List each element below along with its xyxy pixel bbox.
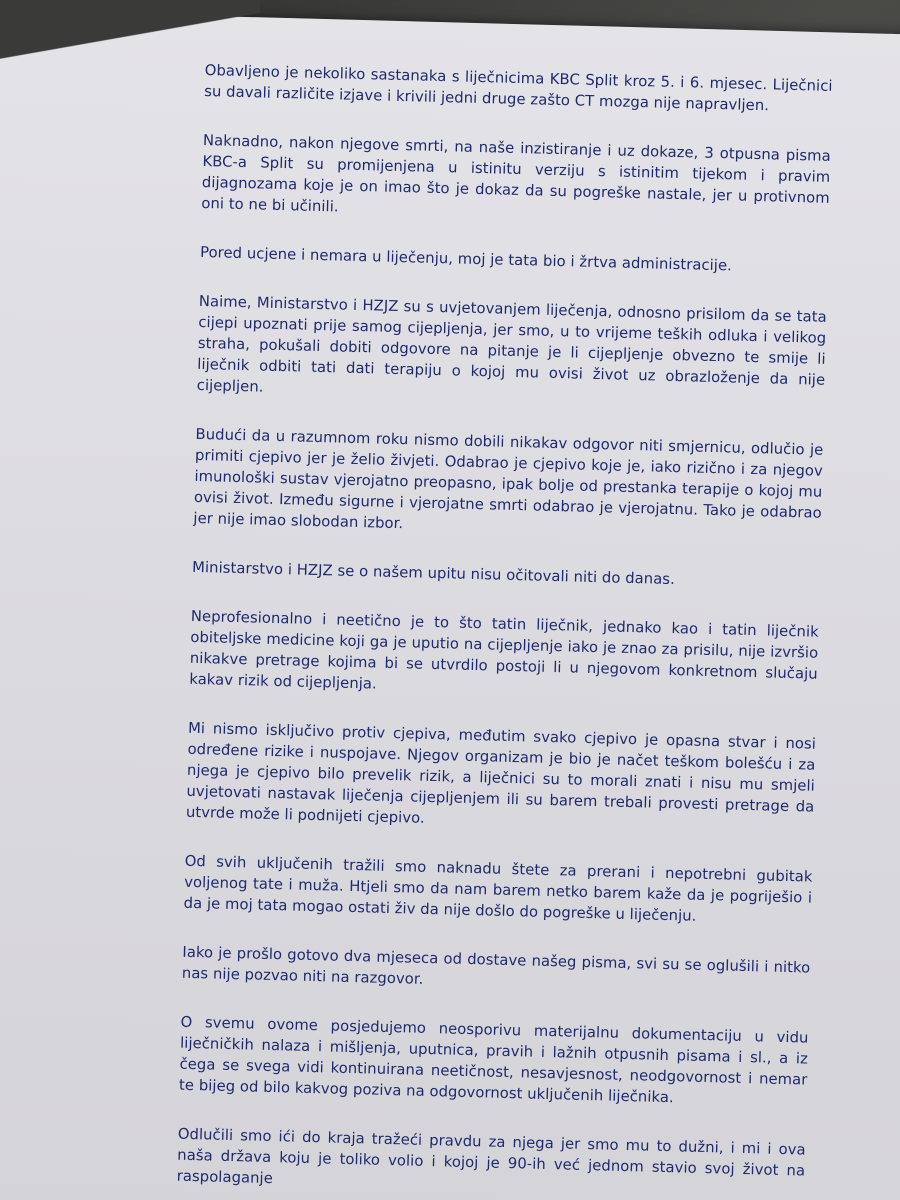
paragraph: O svemu ovome posjedujemo neosporivu materijalnu dokumentaciju u vidu liječničkih nalaza i mišljenja, uputnica, pravih i lažnih otpusnih pisama i sl., a iz čega se svega vidi kontinuirana neetičnost, nesavjesnost, neodgovornost i nemar te bijeg od bilo kakvog poziva na odgovornost uključenih liječnika. xyxy=(178,1013,809,1107)
paragraph: Neprofesionalno i neetično je to što tatin liječnik, jednako kao i tatin liječnik obiteljske medicine koji ga je uputio na cijepljenje iako je znao za prisilu, nije izvršio nikakve pretrage kojima bi se utvrdilo postoji li u njegovom konkretnom slučaju kakav rizik od cijepljenja. xyxy=(189,607,819,693)
paper-corner-shadow xyxy=(0,0,260,60)
paragraph: Naime, Ministarstvo i HZJZ su s uvjetovanjem liječenja, odnosno prisilom da se tata cijepi upoznati prije samog cijepljenja, jer smo, u to vrijeme teških odluka i velikog straha, pokušali dobiti odgovore na pitanje je li cijepljenje obvezno te smije li liječnik odbiti tati dati terapiju o kojoj mu ovisi život uz obrazloženje da nije cijepljen. xyxy=(196,292,827,396)
paragraph: Pored ucjene i nemara u liječenju, moj je tata bio i žrtva administracije. xyxy=(199,243,733,275)
paragraph: Ministarstvo i HZJZ se o našem upitu nisu očitovali niti do danas. xyxy=(191,558,676,589)
paragraph: Naknadno, nakon njegove smrti, na naše inzistiranje i uz dokaze, 3 otpusna pisma KBC-a Split su promijenjena u istinitu verziju s istinitim tijekom i pravim dijagnozama koje je on imao što je dokaz da su pogreške nastale, jer u protivnom oni to ne bi učinili. xyxy=(201,131,831,216)
paragraph: Iako je prošlo gotovo dva mjeseca od dostave našeg pisma, svi su se oglušili i nitko nas nije pozvao niti na razgovor. xyxy=(181,943,811,988)
letter-body xyxy=(176,60,833,1200)
paragraph: Odlučili smo ići do kraja tražeći pravdu za njega jer smo mu to dužni, i mi i ova naša država koju je toliko volio i kojoj je 90-ih već jednom stavio svoj život na raspolaganje xyxy=(176,1125,806,1188)
paragraph: Od svih uključenih tražili smo naknadu štete za prerani i nepotrebni gubitak voljenog tate i muža. Htjeli smo da nam barem netko barem kaže da je pogriješio i da je moj tata mogao ostati živ da nije došlo do pogreške u liječenju. xyxy=(183,852,813,925)
paragraph: Budući da u razumnom roku nismo dobili nikakav odgovor niti smjernicu, odlučio je primiti cjepivo jer je želio živjeti. Odabrao je cjepivo koje je, iako rizično i za njegov imunološki sustav vjerojatno preopasno, ipak bolje od prestanka terapije o kojoj mu ovisi život. Između sigurne i vjerojatne smrti odabrao je vjerojatnu. Tako je odabrao jer nije imao slobodan izbor. xyxy=(193,425,824,533)
paragraph: Obavljeno je nekoliko sastanaka s liječnicima KBC Split kroz 5. i 6. mjesec. Liječnici su davali različite izjave i krivili jedni druge zašto CT mozga nije napravljen. xyxy=(203,61,833,115)
paragraph: Mi nismo isključivo protiv cjepiva, međutim svako cjepivo je opasna stvar i nosi određene rizike i nuspojave. Njegov organizam je bio je načet teškom bolešću i za njega je cjepivo bilo prevelik rizik, a liječnici su to morali znati i nisu mu smjeli uvjetovati nastavak liječenja cijepljenjem ili su barem trebali provesti pretrage da utvrde može li podnijeti cjepivo. xyxy=(185,719,817,827)
